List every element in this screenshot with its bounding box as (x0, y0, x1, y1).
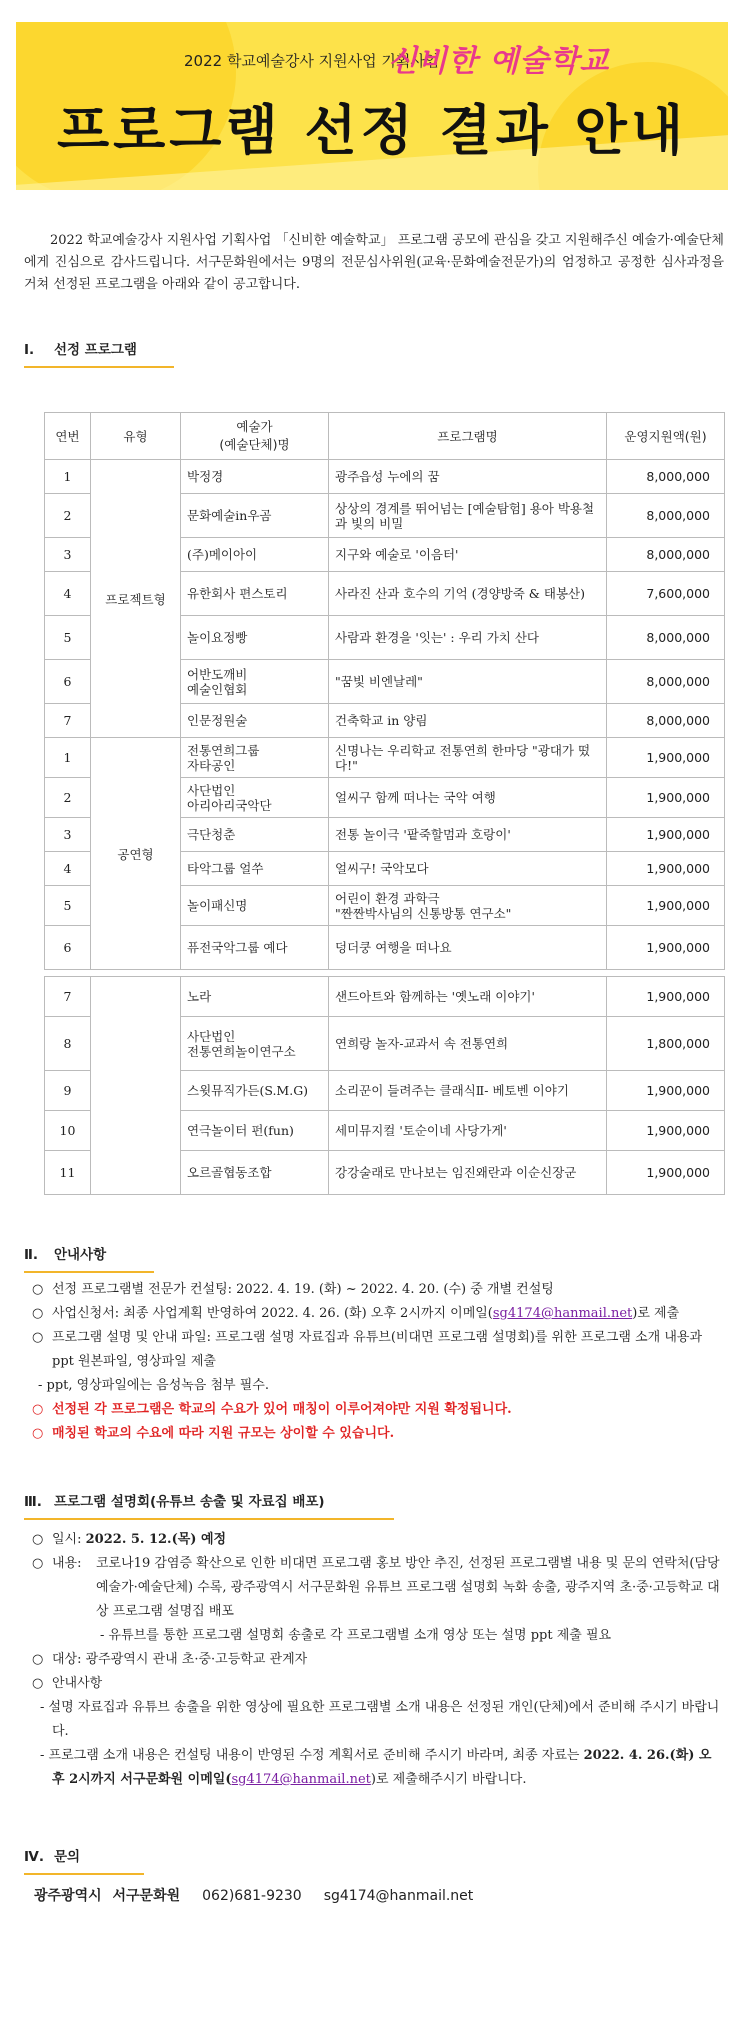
column-header: 프로그램명 (329, 413, 607, 460)
row-number: 5 (45, 886, 91, 926)
list-item-text: )로 제출해주시기 바랍니다. (370, 1772, 527, 1787)
section-title: 프로그램 설명회(유튜브 송출 및 자료집 배포) (54, 1494, 325, 1510)
table-row (45, 738, 725, 778)
table-gap-cell (45, 970, 725, 977)
support-amount: 8,000,000 (607, 616, 725, 660)
program-name: 어린이 환경 과학극 "짠짠박사님의 신통방통 연구소" (329, 886, 607, 926)
section-number: Ⅰ. (24, 342, 35, 358)
artist-name: 노라 (181, 977, 329, 1017)
support-amount: 1,900,000 (607, 1071, 725, 1111)
notice-list (30, 1278, 724, 1446)
artist-name: 문화예술in우곰 (181, 494, 329, 538)
program-name: 사라진 산과 호수의 기억 (경양방죽 & 태봉산) (329, 572, 607, 616)
section-title: 문의 (54, 1849, 81, 1865)
table-gap (45, 970, 725, 977)
program-name: 강강술래로 만나보는 임진왜란과 이순신장군 (329, 1151, 607, 1195)
artist-name: 놀이패신명 (181, 886, 329, 926)
header-banner (16, 22, 728, 190)
row-number: 3 (45, 818, 91, 852)
list-item-text: 사업신청서: 최종 사업계획 반영하여 2022. 4. 26. (화) 오후 2시까지 이메일( (52, 1306, 493, 1321)
list-item (30, 1302, 724, 1326)
table-row (45, 977, 725, 1017)
support-amount: 1,900,000 (607, 1151, 725, 1195)
support-amount: 1,800,000 (607, 1017, 725, 1071)
program-name: 연희랑 놀자-교과서 속 전통연희 (329, 1017, 607, 1071)
list-item-text: )로 제출 (632, 1306, 680, 1321)
artist-name: 퓨전국악그룹 예다 (181, 926, 329, 970)
list-sub-item: - 유튜브를 통한 프로그램 설명회 송출로 각 프로그램별 소개 영상 또는 설명 ppt 제출 필요 (100, 1628, 612, 1643)
list-item-text: - 프로그램 소개 내용은 컨설팅 내용이 반영된 수정 계획서로 준비해 주시기 바라며, 최종 자료는 (40, 1748, 584, 1763)
list-item (30, 1648, 724, 1672)
program-name: 세미뮤지컬 '토순이네 사당가게' (329, 1111, 607, 1151)
table-row (45, 460, 725, 494)
support-amount: 8,000,000 (607, 704, 725, 738)
row-number: 11 (45, 1151, 91, 1195)
support-amount: 8,000,000 (607, 460, 725, 494)
list-sub-item: - ppt, 영상파일에는 음성녹음 첨부 필수. (38, 1378, 269, 1393)
section-number: Ⅲ. (24, 1494, 42, 1510)
row-number: 9 (45, 1071, 91, 1111)
list-sub-item (30, 1744, 724, 1792)
column-header: 유형 (91, 413, 181, 460)
list-item-label: 일시: (52, 1532, 86, 1547)
program-name: 전통 놀이극 '팥죽할멈과 호랑이' (329, 818, 607, 852)
list-item-text: 대상: 광주광역시 관내 초·중·고등학교 관계자 (52, 1652, 308, 1667)
row-number: 6 (45, 926, 91, 970)
list-item-text: 코로나19 감염증 확산으로 인한 비대면 프로그램 홍보 방안 추진, 선정된 프로그램별 내용 및 문의 연락처(담당 예술가·예술단체) 수록, 광주광역시 서구문화원 유튜브 프로그램 설명회 녹화 송출, 광주지역 초·중·고등학교 대상 프로그램 설명집 배포 (96, 1556, 720, 1619)
list-item-emphasis (30, 1422, 724, 1446)
artist-name: 놀이요정빵 (181, 616, 329, 660)
list-item-text: 매칭된 학교의 수요에 따라 지원 규모는 상이할 수 있습니다. (52, 1426, 395, 1441)
artist-name: 타악그룹 얼쑤 (181, 852, 329, 886)
list-item (30, 1552, 724, 1624)
row-number: 7 (45, 704, 91, 738)
contact-email[interactable]: sg4174@hanmail.net (323, 1888, 474, 1904)
list-item-text: 안내사항 (52, 1676, 103, 1691)
support-amount: 1,900,000 (607, 778, 725, 818)
support-amount: 7,600,000 (607, 572, 725, 616)
bullet: ○ (32, 1426, 44, 1441)
email-link[interactable]: sg4174@hanmail.net (231, 1772, 371, 1787)
section-title: 안내사항 (54, 1247, 107, 1263)
section-heading (24, 1243, 154, 1273)
artist-name: 어반도깨비 예술인협회 (181, 660, 329, 704)
list-sub-item: - 설명 자료집과 유튜브 송출을 위한 영상에 필요한 프로그램별 소개 내용은 선정된 개인(단체)에서 준비해 주시기 바랍니다. (40, 1700, 720, 1739)
artist-name: 연극놀이터 펀(fun) (181, 1111, 329, 1151)
section-heading (24, 338, 174, 368)
table-header-row (45, 413, 725, 460)
briefing-list (30, 1528, 724, 1792)
row-number: 10 (45, 1111, 91, 1151)
row-number: 8 (45, 1017, 91, 1071)
email-link[interactable]: sg4174@hanmail.net (492, 1306, 633, 1321)
row-number: 5 (45, 616, 91, 660)
artist-name: 인문정원술 (181, 704, 329, 738)
brand-logo: 신비한 예술학교 (388, 44, 610, 79)
column-header: 운영지원액(원) (607, 413, 725, 460)
column-header: 예술가 (예술단체)명 (181, 413, 329, 460)
program-name: 소리꾼이 들려주는 클래식Ⅱ- 베토벤 이야기 (329, 1071, 607, 1111)
program-name: 광주읍성 누에의 꿈 (329, 460, 607, 494)
artist-name: 박정경 (181, 460, 329, 494)
list-item (30, 1326, 724, 1374)
artist-name: 사단법인 전통연희놀이연구소 (181, 1017, 329, 1071)
briefing-date: 2022. 5. 12.(목) 예정 (85, 1532, 227, 1547)
artist-name: 스윗뮤직가든(S.M.G) (181, 1071, 329, 1111)
program-name: 얼씨구 함께 떠나는 국악 여행 (329, 778, 607, 818)
support-amount: 1,900,000 (607, 738, 725, 778)
list-item-emphasis (30, 1398, 724, 1422)
banner-subtitle: 2022 학교예술강사 지원사업 기획사업 (184, 52, 440, 70)
section-heading (24, 1490, 394, 1520)
program-name: 얼씨구! 국악모다 (329, 852, 607, 886)
support-amount: 1,900,000 (607, 1111, 725, 1151)
artist-name: (주)메이아이 (181, 538, 329, 572)
list-item-text: 프로그램 설명 및 안내 파일: 프로그램 설명 자료집과 유튜브(비대면 프로그램 설명회)를 위한 프로그램 소개 내용과 ppt 원본파일, 영상파일 제출 (52, 1330, 703, 1369)
support-amount: 1,900,000 (607, 818, 725, 852)
row-number: 4 (45, 852, 91, 886)
program-name: 샌드아트와 함께하는 '옛노래 이야기' (329, 977, 607, 1017)
artist-name: 오르골협동조합 (181, 1151, 329, 1195)
row-number: 4 (45, 572, 91, 616)
program-name: 사람과 환경을 '잇는' : 우리 가치 산다 (329, 616, 607, 660)
section-number: Ⅱ. (24, 1247, 39, 1263)
artist-name: 전통연희그룹 자타공인 (181, 738, 329, 778)
contact-org: 광주광역시 서구문화원 (34, 1888, 181, 1904)
section-heading (24, 1845, 144, 1875)
contact-info (34, 1885, 495, 1905)
bullet: ○ (32, 1306, 44, 1321)
intro-paragraph: 2022 학교예술강사 지원사업 기획사업 「신비한 예술학교」 프로그램 공모에 관심을 갖고 지원해주신 예술가·예술단체에게 진심으로 감사드립니다. 서구문화원에서는 9명의 전문심사위원(교육·문화예술전문가)의 엄정하고 공정한 심사과정을 거쳐 선정된 프로그램을 아래와 같이 공고합니다. (24, 233, 724, 292)
support-amount: 1,900,000 (607, 852, 725, 886)
program-table (44, 412, 725, 1195)
support-amount: 1,900,000 (607, 977, 725, 1017)
column-header: 연번 (45, 413, 91, 460)
row-number: 1 (45, 738, 91, 778)
page-title: 프로그램 선정 결과 안내 (56, 99, 688, 162)
program-name: 덩더쿵 여행을 떠나요 (329, 926, 607, 970)
list-item-text: 선정된 각 프로그램은 학교의 수요가 있어 매칭이 이루어져야만 지원 확정됩니다. (52, 1402, 512, 1417)
support-amount: 8,000,000 (607, 538, 725, 572)
bullet: ○ (32, 1330, 44, 1345)
bullet: ○ (32, 1402, 44, 1417)
list-item-label: 내용: (52, 1556, 82, 1571)
program-type-cell: 공연형 (91, 738, 181, 970)
list-item (30, 1672, 724, 1696)
row-number: 6 (45, 660, 91, 704)
contact-phone[interactable]: 062)681-9230 (202, 1888, 302, 1904)
row-number: 1 (45, 460, 91, 494)
row-number: 2 (45, 778, 91, 818)
list-item-text: 선정 프로그램별 전문가 컨설팅: 2022. 4. 19. (화) ~ 2022. 4. 20. (수) 중 개별 컨설팅 (52, 1282, 554, 1297)
section-number: Ⅳ. (24, 1849, 44, 1865)
artist-name: 극단청춘 (181, 818, 329, 852)
support-amount: 1,900,000 (607, 886, 725, 926)
program-name: 건축학교 in 양림 (329, 704, 607, 738)
row-number: 7 (45, 977, 91, 1017)
program-name: 상상의 경계를 뛰어넘는 [예술탐험] 용아 박용철과 빛의 비밀 (329, 494, 607, 538)
row-number: 3 (45, 538, 91, 572)
program-type-cell: 프로젝트형 (91, 460, 181, 738)
artist-name: 사단법인 아리아리국악단 (181, 778, 329, 818)
program-name: 지구와 예술로 '이음터' (329, 538, 607, 572)
row-number: 2 (45, 494, 91, 538)
bullet: ○ (32, 1676, 44, 1691)
deadline-text: 2022. 4. 26.(화) 오후 2시까지 서구문화원 이메일( (52, 1748, 712, 1787)
list-item (30, 1278, 724, 1302)
list-item (30, 1528, 724, 1552)
bullet: ○ (32, 1532, 44, 1547)
program-type-cell (91, 977, 181, 1195)
section-title: 선정 프로그램 (54, 342, 137, 358)
bullet: ○ (32, 1556, 44, 1571)
program-name: 신명나는 우리학교 전통연희 한마당 "광대가 떴다!" (329, 738, 607, 778)
program-name: "꿈빛 비엔날레" (329, 660, 607, 704)
bullet: ○ (32, 1652, 44, 1667)
artist-name: 유한회사 편스토리 (181, 572, 329, 616)
support-amount: 8,000,000 (607, 494, 725, 538)
support-amount: 8,000,000 (607, 660, 725, 704)
support-amount: 1,900,000 (607, 926, 725, 970)
bullet: ○ (32, 1282, 44, 1297)
